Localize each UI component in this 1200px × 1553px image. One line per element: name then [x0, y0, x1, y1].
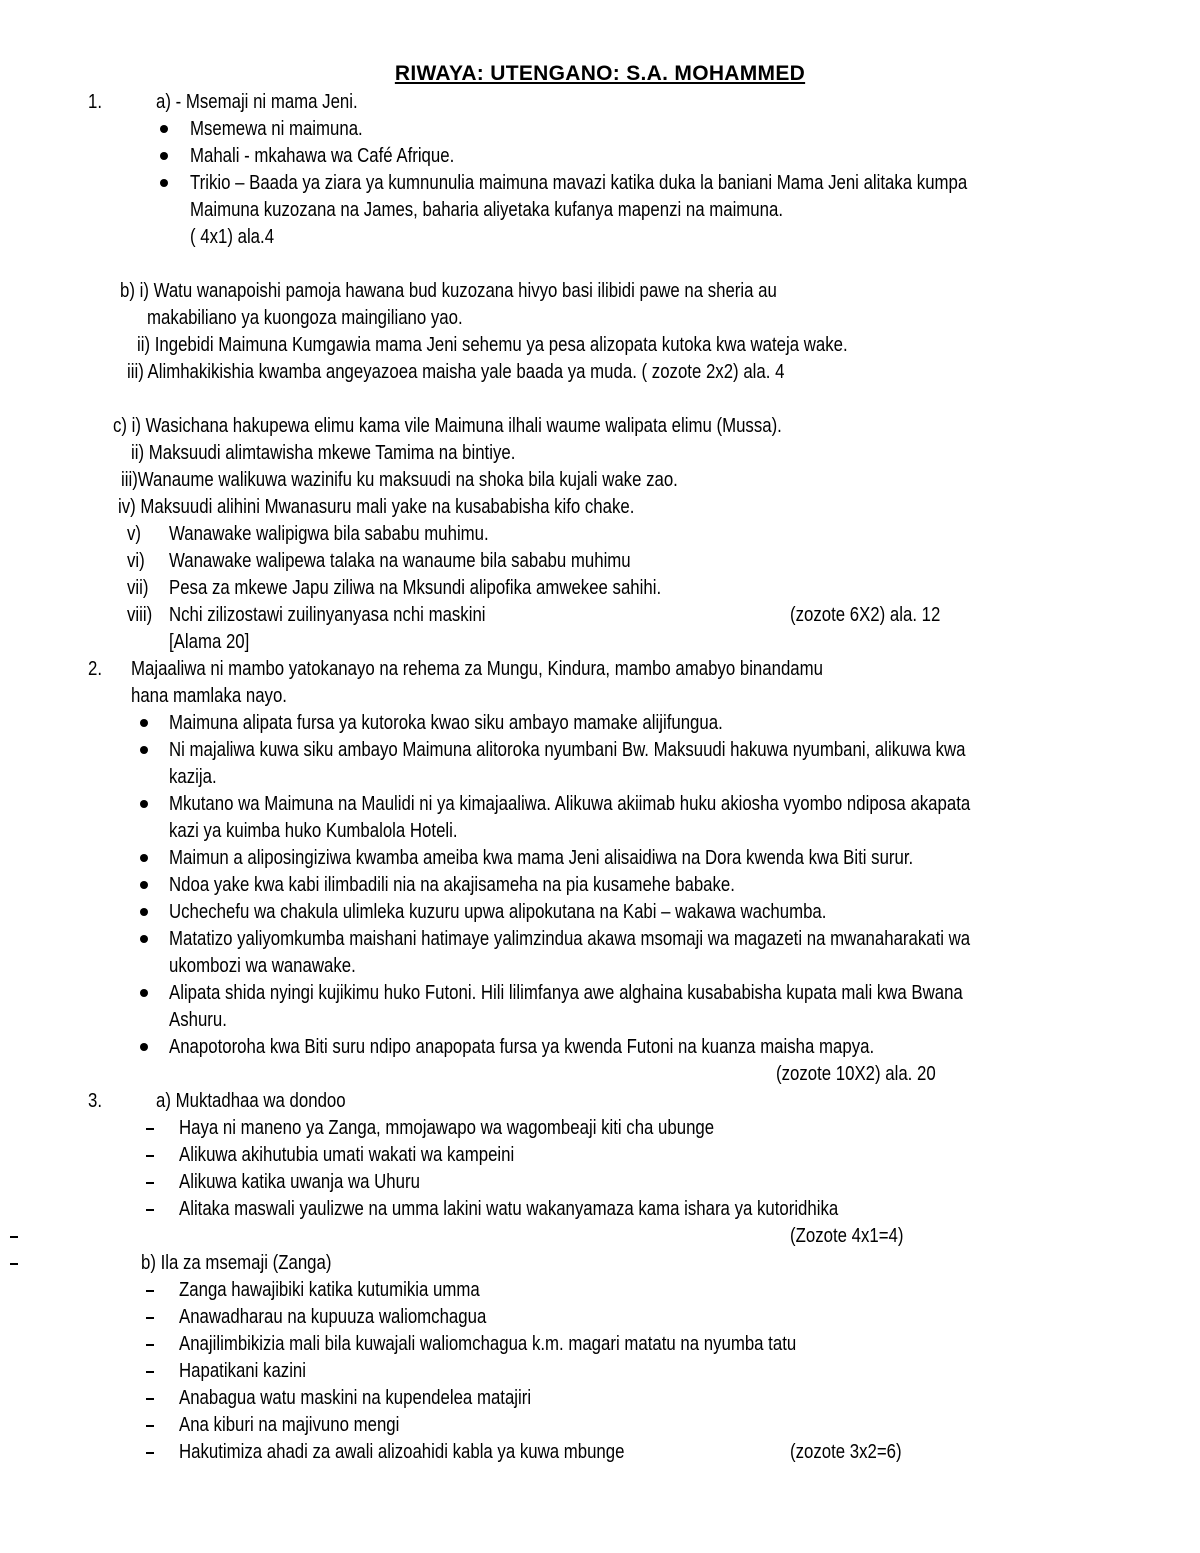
bullet-icon: [140, 989, 148, 997]
q1-c-roman-text: Pesa za mkewe Japu ziliwa na Mksundi alipofika amwekee sahihi.: [169, 577, 662, 599]
q3-a-item: Alikuwa akihutubia umati wakati wa kampeini: [179, 1144, 515, 1166]
dash-icon: [146, 1317, 154, 1319]
bullet-icon: [140, 719, 148, 727]
bullet-icon: [140, 746, 148, 754]
q2-bullet-continuation: Ashuru.: [169, 1009, 227, 1031]
dash-icon: [10, 1236, 18, 1238]
q3-number: 3.: [88, 1090, 103, 1112]
dash-icon: [10, 1263, 18, 1265]
bullet-icon: [140, 854, 148, 862]
q1-a-bullet-continuation: Maimuna kuzozana na James, baharia aliyetaka kufanya mapenzi na maimuna.: [190, 199, 784, 221]
q2-intro-continuation: hana mamlaka nayo.: [131, 685, 287, 707]
q1-total: [Alama 20]: [169, 631, 250, 653]
dash-icon: [146, 1425, 154, 1427]
q3-b-item: Anabagua watu maskini na kupendelea matajiri: [179, 1387, 532, 1409]
q3-b-item: Anawadharau na kupuuza waliomchagua: [179, 1306, 487, 1328]
q1-b-line: b) i) Watu wanapoishi pamoja hawana bud kuzozana hivyo basi ilibidi pawe na sheria au: [120, 280, 777, 302]
bullet-icon: [140, 800, 148, 808]
q2-intro: Majaaliwa ni mambo yatokanayo na rehema za Mungu, Kindura, mambo amabyo binandamu: [131, 658, 823, 680]
q3-b-marks: (zozote 3x2=6): [790, 1441, 902, 1463]
q1-c-marks: (zozote 6X2) ala. 12: [790, 604, 941, 626]
q3-b-item: Anajilimbikizia mali bila kuwajali waliomchagua k.m. magari matatu na nyumba tatu: [179, 1333, 797, 1355]
q3-a-item: Alitaka maswali yaulizwe na umma lakini watu wakanyamaza kama ishara ya kutoridhika: [179, 1198, 839, 1220]
q2-bullet: Matatizo yaliyomkumba maishani hatimaye yalimzindua akawa msomaji wa magazeti na mwanaharakati wa: [169, 928, 971, 950]
q3-b-item: Zanga hawajibiki katika kutumikia umma: [179, 1279, 480, 1301]
q1-a-bullet: Mahali - mkahawa wa Café Afrique.: [190, 145, 455, 167]
q2-number: 2.: [88, 658, 103, 680]
q2-bullet-continuation: ukombozi wa wanawake.: [169, 955, 356, 977]
q1-c-roman-num: viii): [127, 604, 153, 626]
dash-icon: [146, 1128, 154, 1130]
q3-a-label: a) Muktadhaa wa dondoo: [156, 1090, 346, 1112]
q2-bullet: Ni majaliwa kuwa siku ambayo Maimuna alitoroka nyumbani Bw. Maksuudi hakuwa nyumbani, alikuwa kwa: [169, 739, 966, 761]
bullet-icon: [140, 935, 148, 943]
q3-b-item: Ana kiburi na majivuno mengi: [179, 1414, 400, 1436]
q2-marks: (zozote 10X2) ala. 20: [776, 1063, 936, 1085]
dash-icon: [146, 1344, 154, 1346]
bullet-icon: [140, 881, 148, 889]
q1-b-line: makabiliano ya kuongoza maingiliano yao.: [147, 307, 463, 329]
document-title: RIWAYA: UTENGANO: S.A. MOHAMMED: [394, 62, 806, 85]
q2-bullet: Alipata shida nyingi kujikimu huko Futoni. Hili lilimfanya awe alghaina kusababisha kupata mali kwa Bwana: [169, 982, 963, 1004]
q3-b-item: Hapatikani kazini: [179, 1360, 307, 1382]
q1-c-roman-num: vii): [127, 577, 149, 599]
dash-icon: [146, 1290, 154, 1292]
q3-b-label: b) Ila za msemaji (Zanga): [141, 1252, 332, 1274]
dash-icon: [146, 1452, 154, 1454]
q3-a-marks: (Zozote 4x1=4): [790, 1225, 904, 1247]
q1-c-roman-num: vi): [127, 550, 145, 572]
q1-c-roman-text: Wanawake walipigwa bila sababu muhimu.: [169, 523, 489, 545]
q1-b-line: ii) Ingebidi Maimuna Kumgawia mama Jeni sehemu ya pesa alizopata kutoka kwa wateja wake.: [137, 334, 848, 356]
q2-bullet: Maimuna alipata fursa ya kutoroka kwao siku ambayo mamake alijifungua.: [169, 712, 723, 734]
q3-b-item: Hakutimiza ahadi za awali alizoahidi kabla ya kuwa mbunge: [179, 1441, 625, 1463]
dash-icon: [146, 1398, 154, 1400]
q2-bullet: Uchechefu wa chakula ulimleka kuzuru upwa alipokutana na Kabi – wakawa wachumba.: [169, 901, 827, 923]
q1-c-line: iii)Wanaume walikuwa wazinifu ku maksuudi na shoka bila kujali wake zao.: [121, 469, 678, 491]
q1-c-line: c) i) Wasichana hakupewa elimu kama vile Maimuna ilhali waume walipata elimu (Mussa).: [113, 415, 782, 437]
q1-c-roman-num: v): [127, 523, 142, 545]
bullet-icon: [160, 125, 168, 133]
bullet-icon: [140, 908, 148, 916]
q3-a-item: Haya ni maneno ya Zanga, mmojawapo wa wagombeaji kiti cha ubunge: [179, 1117, 715, 1139]
bullet-icon: [160, 179, 168, 187]
dash-icon: [146, 1209, 154, 1211]
q3-a-item: Alikuwa katika uwanja wa Uhuru: [179, 1171, 420, 1193]
q1-c-line: ii) Maksuudi alimtawisha mkewe Tamima na bintiye.: [131, 442, 516, 464]
q1-b-line: iii) Alimhakikishia kwamba angeyazoea maisha yale baada ya muda. ( zozote 2x2) ala. 4: [127, 361, 785, 383]
q2-bullet: Anapotoroha kwa Biti suru ndipo anapopata fursa ya kwenda Futoni na kuanza maisha mapya.: [169, 1036, 875, 1058]
q1-a-bullet: Trikio – Baada ya ziara ya kumnunulia maimuna mavazi katika duka la baniani Mama Jeni alitaka kumpa: [190, 172, 968, 194]
q2-bullet: Maimun a aliposingiziwa kwamba ameiba kwa mama Jeni alisaidiwa na Dora kwenda kwa Biti surur.: [169, 847, 914, 869]
q1-c-roman-text: Nchi zilizostawi zuilinyanyasa nchi maskini: [169, 604, 486, 626]
q2-bullet-continuation: kazija.: [169, 766, 217, 788]
q1-a-bullet: Msemewa ni maimuna.: [190, 118, 363, 140]
dash-icon: [146, 1155, 154, 1157]
q1-a-label: a) - Msemaji ni mama Jeni.: [156, 91, 358, 113]
q1-c-line: iv) Maksuudi alihini Mwanasuru mali yake na kusababisha kifo chake.: [118, 496, 635, 518]
dash-icon: [146, 1182, 154, 1184]
q2-bullet: Mkutano wa Maimuna na Maulidi ni ya kimajaaliwa. Alikuwa akiimab huku akiosha vyombo ndiposa akapata: [169, 793, 971, 815]
q1-c-roman-text: Wanawake walipewa talaka na wanaume bila sababu muhimu: [169, 550, 631, 572]
q2-bullet-continuation: kazi ya kuimba huko Kumbalola Hoteli.: [169, 820, 458, 842]
dash-icon: [146, 1371, 154, 1373]
q1-number: 1.: [88, 91, 103, 113]
q2-bullet: Ndoa yake kwa kabi ilimbadili nia na akajisameha na pia kusamehe babake.: [169, 874, 735, 896]
bullet-icon: [140, 1043, 148, 1051]
q1-a-marks: ( 4x1) ala.4: [190, 226, 275, 248]
bullet-icon: [160, 152, 168, 160]
